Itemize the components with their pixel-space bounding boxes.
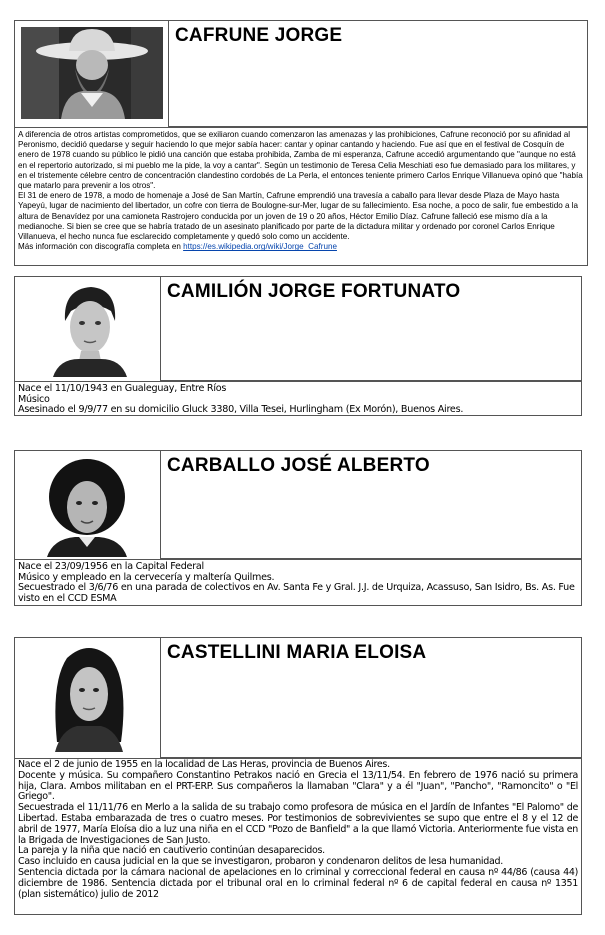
bio-line: Secuestrada el 11/11/76 en Merlo a la salida de su trabajo como profesora de música en el Jardín de Infantes "El Palomo" de Libertad. Estaba embarazada de tres o cuatro meses. Por testimonios de sobrevivientes se supo que entre el 8 y el 12 de abril de 1977, María Eloísa dio a luz una niña en el CCD "Pozo de Banfield" a la que llamó Victoria. Anteriormente fue vista en la Brigada de Investigaciones de San Justo. [18, 802, 578, 846]
bio-line: Docente y música. Su compañero Constantino Petrakos nació en Grecia el 13/11/54. En febrero de 1976 nació su primera hija, Clara. Ambos militaban en el PRT-ERP. Sus compañeros la llamaban "Clara" y a él "Juan", "Pancho", "Ramoncito" o "El Griego". [18, 769, 578, 803]
name-cell [169, 21, 587, 127]
bio-section [15, 381, 581, 418]
more-info-line [18, 242, 584, 252]
bio-section [15, 559, 581, 606]
bio-line: Asesinado el 9/9/77 en su domicilio Gluck 3380, Villa Tesei, Hurlingham (Ex Morón), Buenos Aires. [18, 404, 464, 416]
card-camilion [14, 276, 582, 416]
bio-line: Músico y empleado en la cervecería y maltería Quilmes. [18, 571, 275, 583]
portrait-photo [21, 27, 163, 119]
name-cell [161, 451, 581, 559]
bio-line: La pareja y la niña que nació en cautiverio continúan desaparecidos. [18, 845, 325, 857]
name-cell [161, 277, 581, 381]
bio-line: Sentencia dictada por la cámara nacional de apelaciones en lo criminal y correccional federal en causa nº 44/86 (causa 44) diciembre de 1986. Sentencia dictada por el tribunal oral en lo criminal federal nº 6 de capital federal en causa nº 1351 (plan sistemático) julio de 2012 [18, 866, 578, 900]
bio-section [15, 127, 587, 254]
bio-line: Músico [18, 393, 50, 405]
portrait-photo [43, 455, 131, 557]
person-name: CAMILIÓN JORGE FORTUNATO [167, 281, 461, 302]
bio-paragraph: El 31 de enero de 1978, a modo de homenaje a José de San Martín, Cafrune emprendió una travesía a caballo para llevar desde Plaza de Mayo hasta Yapeyú, lugar de nacimiento del libertador, un cofre con tierra de Boulogne-sur-Mer, lugar de su fallecimiento. Esa noche, a poco de salir, fue embestido a la altura de Benavídez por una camioneta Rastrojero conducida por un joven de 19 o 20 años, Héctor Emilio Díaz. Cafrune falleció ese mismo día a la medianoche. Si bien se cree que se habría tratado de un asesinato planificado por parte de la dictadura militar y ordenado por coronel Carlos Enrique Villanueva, el hecho nunca fue esclarecido completamente y quedó solo como un accidente. [18, 191, 578, 242]
card-castellini [14, 637, 582, 915]
portrait-photo [51, 281, 129, 377]
card-carballo [14, 450, 582, 606]
bio-line: Nace el 11/10/1943 en Gualeguay, Entre Ríos [18, 383, 227, 394]
bio-line: Nace el 23/09/1956 en la Capital Federal [18, 561, 204, 572]
card-cafrune [14, 20, 588, 266]
name-cell [161, 638, 581, 758]
bio-section [15, 758, 581, 901]
more-info-label: Más información con discografía completa en [18, 242, 181, 252]
bio-line: Caso incluido en causa judicial en la que se investigaron, probaron y condenaron delitos de lesa humanidad. [18, 856, 503, 868]
bio-paragraph: A diferencia de otros artistas comprometidos, que se exiliaron cuando comenzaron las amenazas y las prohibiciones, Cafrune reconoció por su afinidad al Peronismo, decidió quedarse y seguir haciendo lo que mejor sabía hacer: cantar y opinar cantando y haciendo. Fue así que en el festival de Cosquín de enero de 1978 cuando su público le pidió una canción que estaba prohibida, Zamba de mi esperanza, Cafrune accedió argumentando que "aunque no está en el repertorio autorizado, si mi pueblo me la pide, la voy a cantar". Según un testimonio de Teresa Celia Meschiati eso fue demasiado para los militares, y en el tristemente célebre centro de concentración clandestino cordobés de La Perla, el entonces teniente primero Carlos Enrique Villanueva opinó que "había que matarlo para prevenir a los otros". [18, 130, 583, 191]
photo-cell [15, 277, 161, 381]
photo-cell [15, 451, 161, 559]
bio-line: Nace el 2 de junio de 1955 en la localidad de Las Heras, provincia de Buenos Aires. [18, 759, 390, 770]
photo-cell [15, 21, 169, 127]
person-name: CARBALLO JOSÉ ALBERTO [167, 455, 430, 476]
portrait-photo [47, 642, 131, 752]
photo-cell [15, 638, 161, 758]
person-name: CASTELLINI MARIA ELOISA [167, 642, 427, 663]
wikipedia-link[interactable]: https://es.wikipedia.org/wiki/Jorge_Cafrune [183, 242, 337, 252]
person-name: CAFRUNE JORGE [175, 25, 343, 46]
bio-line: Secuestrado el 3/6/76 en una parada de colectivos en Av. Santa Fe y Gral. J.J. de Urquiza, Acassuso, San Isidro, Bs. As. Fue visto en el CCD ESMA [18, 582, 575, 604]
